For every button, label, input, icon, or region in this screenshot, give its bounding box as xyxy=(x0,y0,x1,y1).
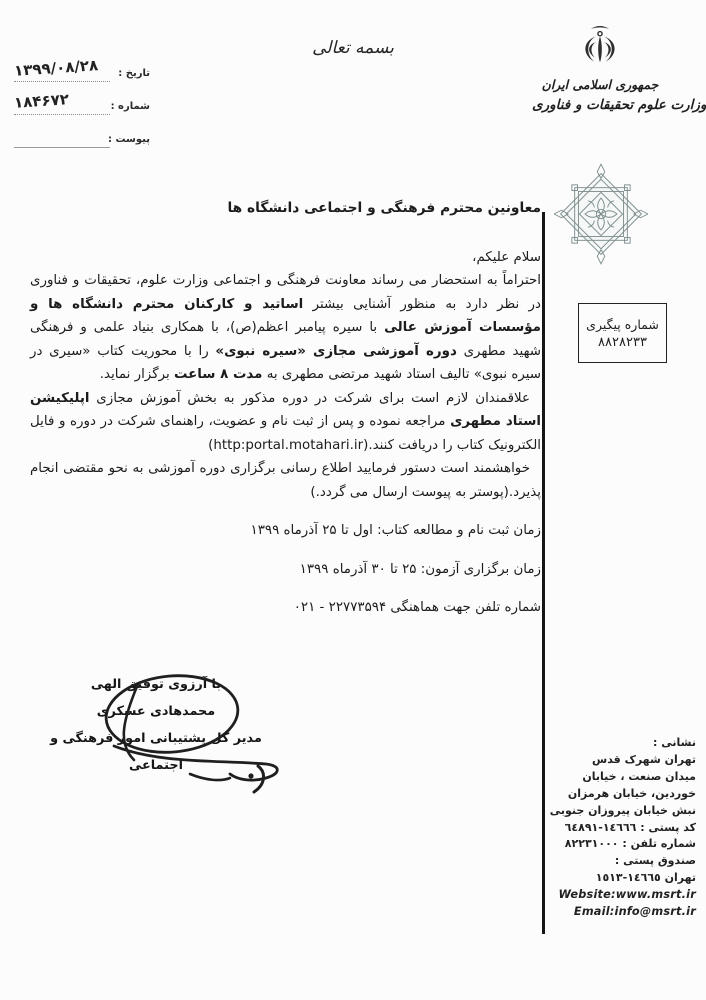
postal-code-value: ١٤٦٦٦-٦٤٨٩١ xyxy=(564,820,637,834)
signatory-name: محمدهادی عسکری xyxy=(96,704,216,719)
address-line-2: میدان صنعت ، خیابان xyxy=(582,769,696,783)
pobox-value: ١٤٦٦٥-١٥١٣ xyxy=(595,871,661,885)
paragraph-1 xyxy=(30,269,541,387)
pobox-line xyxy=(538,870,696,887)
letter-meta-block xyxy=(12,56,150,155)
letterhead xyxy=(532,22,706,113)
tracking-number-box xyxy=(578,303,667,363)
salutation-line: سلام علیکم، xyxy=(472,249,541,265)
besmellah-calligraphy: بسمه تعالی xyxy=(312,38,394,58)
date-label: تاریخ : xyxy=(118,68,150,79)
footer-phone-label: شماره تلفن : xyxy=(618,837,696,851)
p1-text-2: با سیره پیامبر اعظم(ص)، با همکاری بنیاد علمی و فرهنگی شهید مطهری xyxy=(30,320,541,359)
portal-url-text: (http:portal.motahari.ir) xyxy=(208,437,369,453)
registration-schedule-line: زمان ثبت نام و مطالعه کتاب: اول تا ۲۵ آذرماه ۱۳۹۹ xyxy=(250,523,541,538)
meta-attachment-row xyxy=(12,122,150,155)
postal-code-line xyxy=(538,820,696,837)
address-line-1: تهران شهرک قدس xyxy=(592,752,696,766)
p1-text-1: احتراماً به استحضار می رساند معاونت فرهنگی و اجتماعی وزارت علوم، تحقیقات و فناوری در نظر دارد به منظور آشنایی بیشتر xyxy=(30,273,541,312)
letterhead-country: جمهوری اسلامی ایران xyxy=(541,77,659,92)
letterhead-ministry: وزارت علوم تحقیقات و فناوری xyxy=(532,97,706,113)
p1-bold-2: دوره آموزشی مجازی «سیره نبوی» xyxy=(215,343,457,359)
website-line: Website:www.msrt.ir xyxy=(558,888,696,902)
coordination-phone-line: شماره تلفن جهت هماهنگی ۲۲۷۷۳۵۹۴ - ۰۲۱ xyxy=(293,600,541,615)
date-value: ۱۳۹۹/۰۸/۲۸ xyxy=(13,56,99,80)
paragraph-3: خواهشمند است دستور فرمایید اطلاع رسانی برگزاری دوره آموزشی به نحو مقتضی انجام پذیرد.(پوستر به پیوست ارسال می گردد.) xyxy=(30,461,541,500)
pobox-label: صندوق پستی : xyxy=(614,854,696,868)
tracking-label: شماره پیگیری xyxy=(586,316,659,332)
signatory-title: مدیر کل پشتیبانی امور فرهنگی و اجتماعی xyxy=(50,731,262,773)
recipient-line: معاونین محترم فرهنگی و اجتماعی دانشگاه ها xyxy=(227,200,541,216)
p2-text-1: علاقمندان لازم است برای شرکت در دوره مذکور به بخش آموزش مجازی xyxy=(89,390,530,406)
p2-bold-1: اپلیکیشن استاد مطهری xyxy=(30,390,541,429)
address-line-3: خوردین، خیابان هرمزان xyxy=(567,786,696,800)
number-label: شماره : xyxy=(110,101,150,112)
p1-text-3: را با محوریت کتاب «سیری در سیره نبوی» تالیف استاد شهید مرتضی مطهری به xyxy=(30,343,541,382)
address-label: نشانی : xyxy=(653,736,696,749)
footer-phone-value: ٨٢٢٣١٠٠٠ xyxy=(564,837,619,851)
postal-code-label: کد پستی : xyxy=(636,820,696,834)
footer-address-block xyxy=(538,735,696,921)
meta-date-row xyxy=(12,56,150,89)
shamseh-medallion-ornament-icon xyxy=(554,163,648,265)
p1-bold-3: مدت ۸ ساعت xyxy=(173,367,263,382)
letter-number-value: ۱۸۴۶۷۲ xyxy=(13,90,70,112)
pobox-city: تهران xyxy=(660,871,696,885)
meta-number-row xyxy=(12,89,150,122)
number-leader-line xyxy=(14,114,110,115)
attachment-label: پیوست : xyxy=(107,134,150,145)
p1-text-4: برگزار نماید. xyxy=(99,367,174,382)
date-leader-line xyxy=(14,81,110,82)
iran-national-emblem-icon xyxy=(579,22,621,72)
footer-phone-line xyxy=(538,836,696,853)
p1-bold-1: اساتید و کارکنان محترم دانشگاه ها و مؤسسات آموزش عالی xyxy=(30,296,541,335)
address-line-4: نبش خیابان پیروزان جنوبی xyxy=(549,803,696,817)
tracking-number: ۸۸۲۸۲۳۳ xyxy=(598,334,647,350)
paragraph-2 xyxy=(30,387,541,458)
signature-block xyxy=(48,671,264,779)
signature-wish-line: با آرزوی توفیق الهی xyxy=(90,677,222,692)
p2-text-2: مراجعه نموده و پس از ثبت نام و عضویت، راهنمای شرکت در دوره و فایل الکترونیک کتاب را دریافت کنند. xyxy=(30,414,541,453)
letter-body xyxy=(30,197,541,620)
attachment-leader-line xyxy=(14,147,110,148)
email-line: Email:info@msrt.ir xyxy=(573,905,696,919)
exam-schedule-line: زمان برگزاری آزمون: ۲۵ تا ۳۰ آذرماه ۱۳۹۹ xyxy=(299,561,541,577)
